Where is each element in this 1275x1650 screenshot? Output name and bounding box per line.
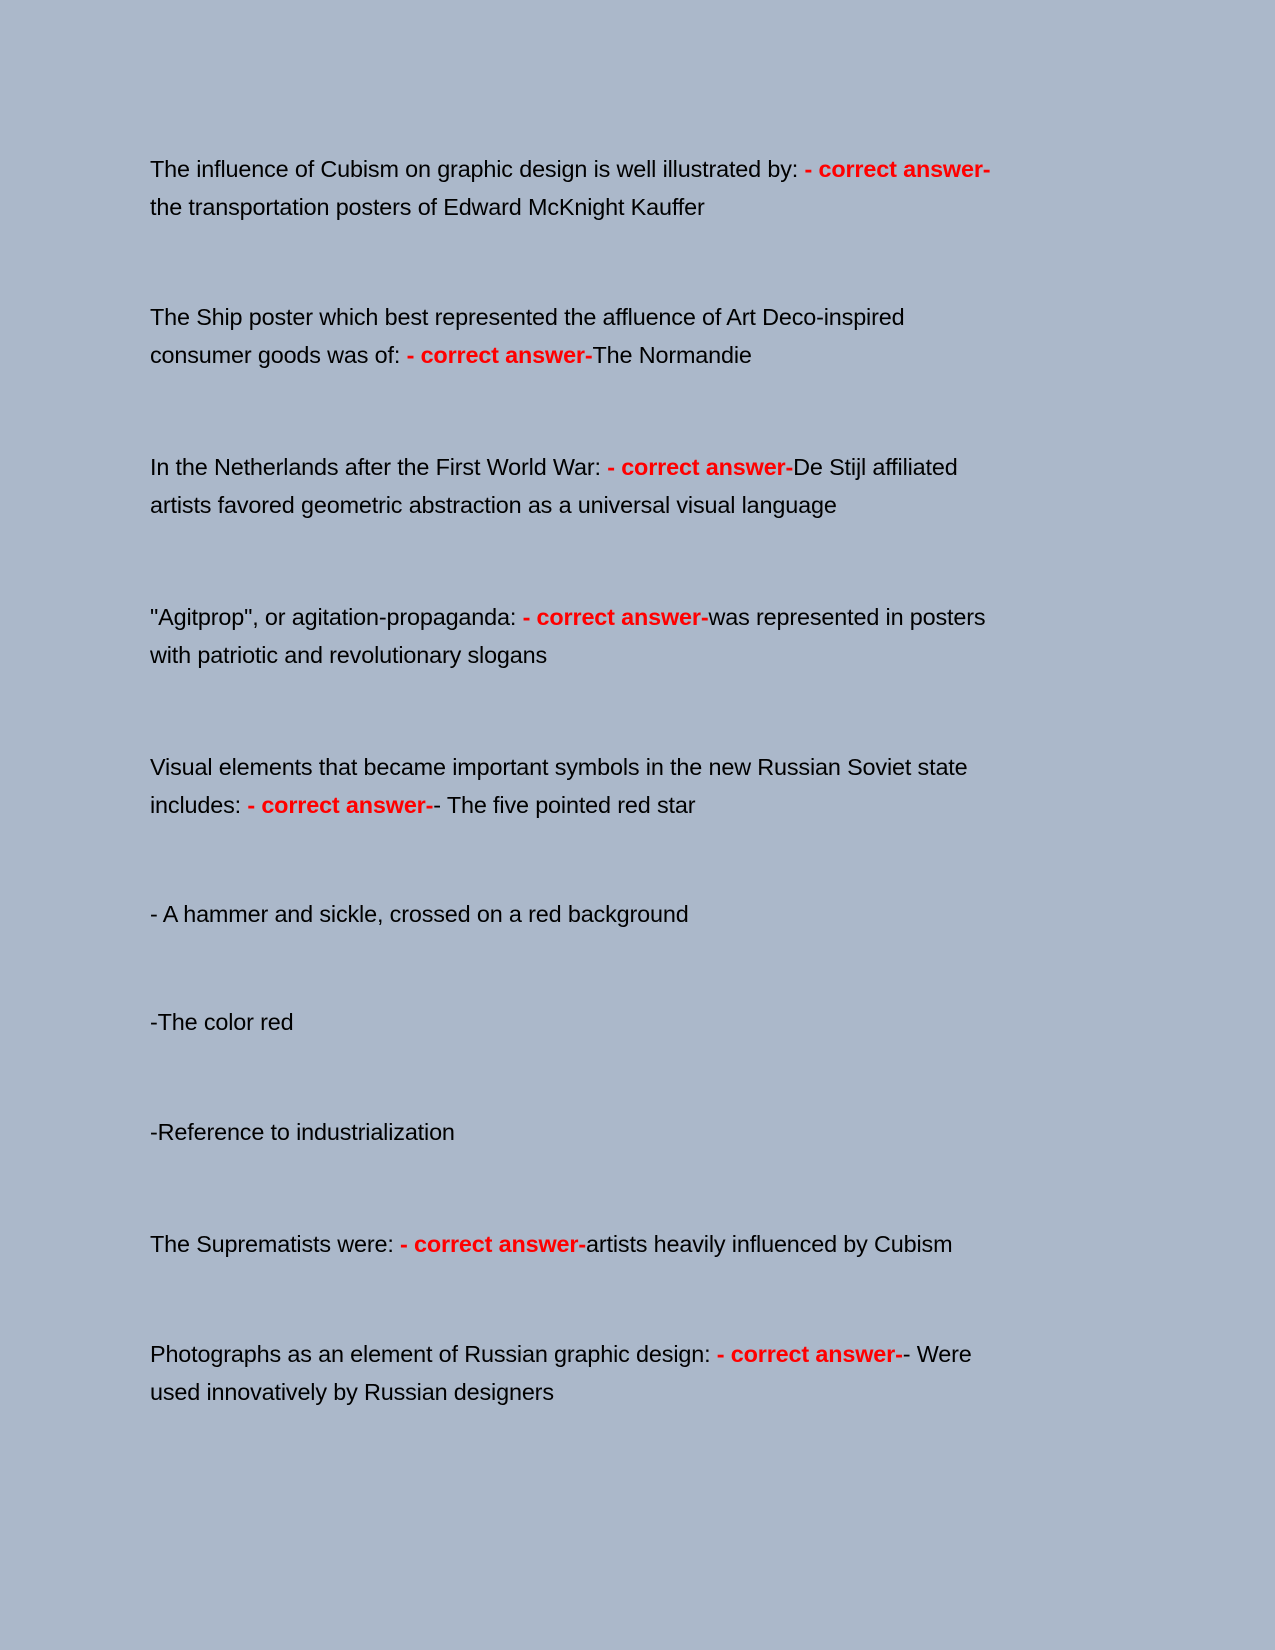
text-line: [150, 486, 1150, 524]
text-line: [150, 748, 1150, 786]
qa-item-ship-poster: [150, 298, 1150, 374]
text-line: [150, 336, 1150, 374]
text-line: [150, 1335, 1150, 1373]
text-line: [150, 150, 1150, 188]
text-line: [150, 1113, 1150, 1151]
text-line: [150, 298, 1150, 336]
correct-answer-marker: - correct answer-: [406, 342, 593, 368]
question-text: Visual elements that became important symbols in the new Russian Soviet state: [150, 754, 968, 780]
answer-text: - The five pointed red star: [433, 792, 696, 818]
answer-list-item-industrialization: [150, 1113, 1150, 1151]
text-line: [150, 895, 1150, 933]
answer-text: artists favored geometric abstraction as a universal visual language: [150, 492, 837, 518]
correct-answer-marker: - correct answer-: [607, 454, 794, 480]
text-line: [150, 636, 1150, 674]
answer-text: artists heavily influenced by Cubism: [586, 1231, 953, 1257]
question-text: includes:: [150, 792, 248, 818]
correct-answer-marker: - correct answer-: [247, 792, 434, 818]
text-line: [150, 1225, 1150, 1263]
qa-item-suprematists: [150, 1225, 1150, 1263]
answer-list-item-color-red: [150, 1003, 1150, 1041]
question-text: Photographs as an element of Russian graphic design:: [150, 1341, 717, 1367]
answer-text: was represented in posters: [708, 604, 986, 630]
text-line: [150, 786, 1150, 824]
question-text: "Agitprop", or agitation-propaganda:: [150, 604, 523, 630]
correct-answer-marker: - correct answer-: [400, 1231, 586, 1257]
answer-text: -Reference to industrialization: [150, 1119, 455, 1145]
qa-item-cubism-influence: [150, 150, 1150, 226]
qa-item-soviet-symbols: [150, 748, 1150, 824]
answer-text: used innovatively by Russian designers: [150, 1379, 554, 1405]
answer-text: the transportation posters of Edward McKnight Kauffer: [150, 194, 705, 220]
text-line: [150, 448, 1150, 486]
qa-item-photographs: [150, 1335, 1150, 1411]
question-text: The Suprematists were:: [150, 1231, 401, 1257]
question-text: The influence of Cubism on graphic design is well illustrated by:: [150, 156, 805, 182]
answer-text: - A hammer and sickle, crossed on a red background: [150, 901, 689, 927]
qa-item-netherlands: [150, 448, 1150, 524]
answer-text: The Normandie: [592, 342, 752, 368]
answer-text: - Were: [902, 1341, 972, 1367]
text-line: [150, 188, 1150, 226]
answer-list-item-hammer-sickle: [150, 895, 1150, 933]
answer-text: De Stijl affiliated: [793, 454, 958, 480]
correct-answer-marker: - correct answer-: [716, 1341, 903, 1367]
text-line: [150, 598, 1150, 636]
question-text: consumer goods was of:: [150, 342, 407, 368]
answer-text: with patriotic and revolutionary slogans: [150, 642, 548, 668]
qa-item-agitprop: [150, 598, 1150, 674]
answer-text: -The color red: [150, 1009, 294, 1035]
text-line: [150, 1373, 1150, 1411]
correct-answer-marker: - correct answer-: [522, 604, 709, 630]
text-line: [150, 1003, 1150, 1041]
question-text: In the Netherlands after the First World War:: [150, 454, 608, 480]
question-text: The Ship poster which best represented the affluence of Art Deco-inspired: [150, 304, 905, 330]
correct-answer-marker: - correct answer-: [804, 156, 991, 182]
